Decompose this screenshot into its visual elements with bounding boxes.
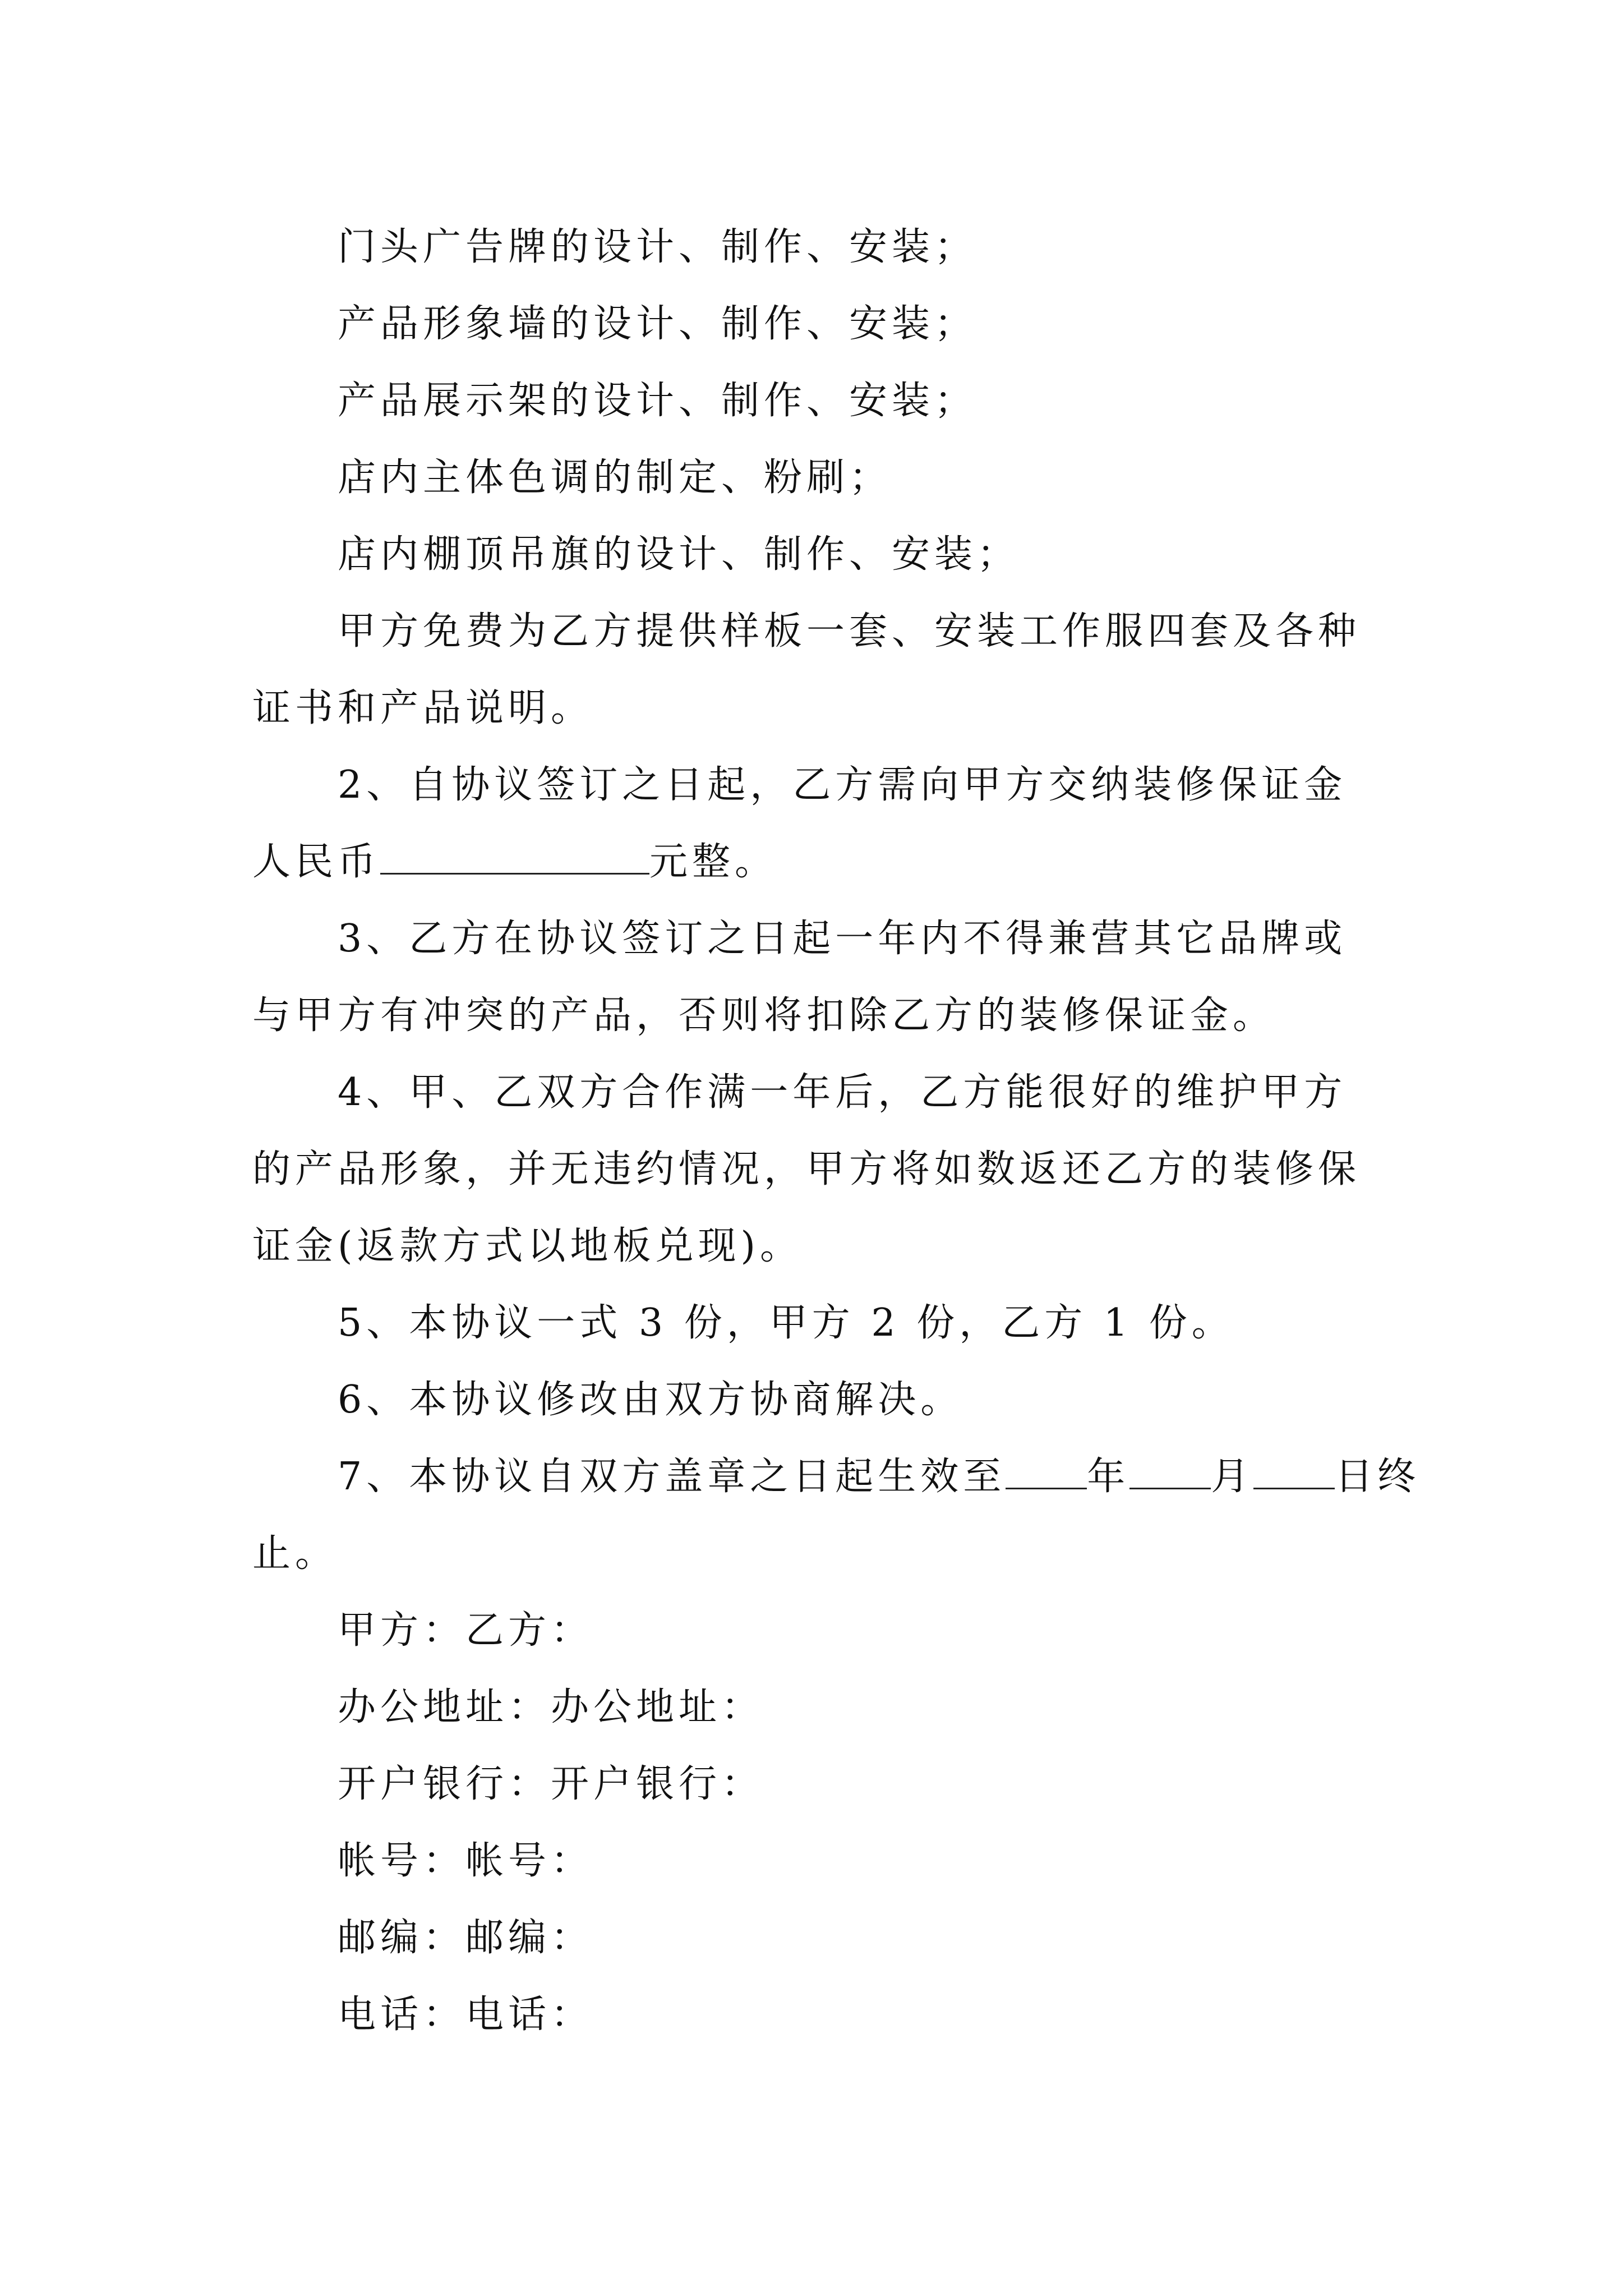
item-display-rack: 产品展示架的设计、制作、安装； (338, 379, 978, 423)
clause-4-line-3: 证金(返款方式以地板兑现)。 (252, 1224, 803, 1268)
clause-7-prefix: 7、本协议自双方盖章之日起生效至 (338, 1455, 1006, 1499)
clause-2-line-2 (252, 823, 1385, 900)
year-blank (1006, 1453, 1087, 1489)
day-blank (1253, 1453, 1335, 1489)
clause-2-line-1: 2、自协议签订之日起，乙方需向甲方交纳装修保证金 (338, 763, 1347, 807)
clause-7-line-1 (252, 1438, 1421, 1515)
clause-6: 6、本协议修改由双方协商解决。 (338, 1378, 963, 1422)
clause-7-line-2: 止。 (252, 1531, 338, 1576)
item-image-wall: 产品形象墙的设计、制作、安装； (338, 302, 978, 346)
clause-2-suffix: 元整。 (649, 840, 778, 884)
signature-postcode: 邮编：邮编： (338, 1916, 594, 1960)
day-end-label: 日终 (1335, 1455, 1421, 1499)
deposit-amount-blank (380, 838, 649, 875)
clause-2-prefix: 人民币 (252, 840, 381, 884)
clause-3-line-1: 3、乙方在协议签订之日起一年内不得兼营其它品牌或 (338, 917, 1347, 961)
free-supply-line-2: 证书和产品说明。 (252, 686, 594, 730)
free-supply-line-1: 甲方免费为乙方提供样板一套、安装工作服四套及各种 (338, 609, 1361, 654)
clause-5: 5、本协议一式 3 份，甲方 2 份，乙方 1 份。 (338, 1301, 1234, 1345)
clause-3-line-2: 与甲方有冲突的产品，否则将扣除乙方的装修保证金。 (252, 993, 1276, 1038)
clause-4-line-1: 4、甲、乙双方合作满一年后，乙方能很好的维护甲方 (338, 1070, 1347, 1115)
signature-address: 办公地址：办公地址： (338, 1685, 764, 1729)
signature-account: 帐号：帐号： (338, 1839, 594, 1883)
year-label: 年 (1087, 1455, 1130, 1499)
month-blank (1129, 1453, 1211, 1489)
signature-phone: 电话：电话： (338, 1993, 594, 2037)
month-label: 月 (1211, 1455, 1254, 1499)
document-body (252, 209, 1421, 2053)
signature-parties: 甲方：乙方： (338, 1608, 594, 1653)
item-ceiling-flags: 店内棚顶吊旗的设计、制作、安装； (338, 532, 1020, 577)
clause-4-line-2: 的产品形象，并无违约情况，甲方将如数返还乙方的装修保 (252, 1147, 1361, 1191)
signature-bank: 开户银行：开户银行： (338, 1762, 764, 1806)
item-storefront-sign: 门头广告牌的设计、制作、安装； (338, 225, 978, 269)
item-color-scheme: 店内主体色调的制定、粉刷； (338, 455, 892, 500)
